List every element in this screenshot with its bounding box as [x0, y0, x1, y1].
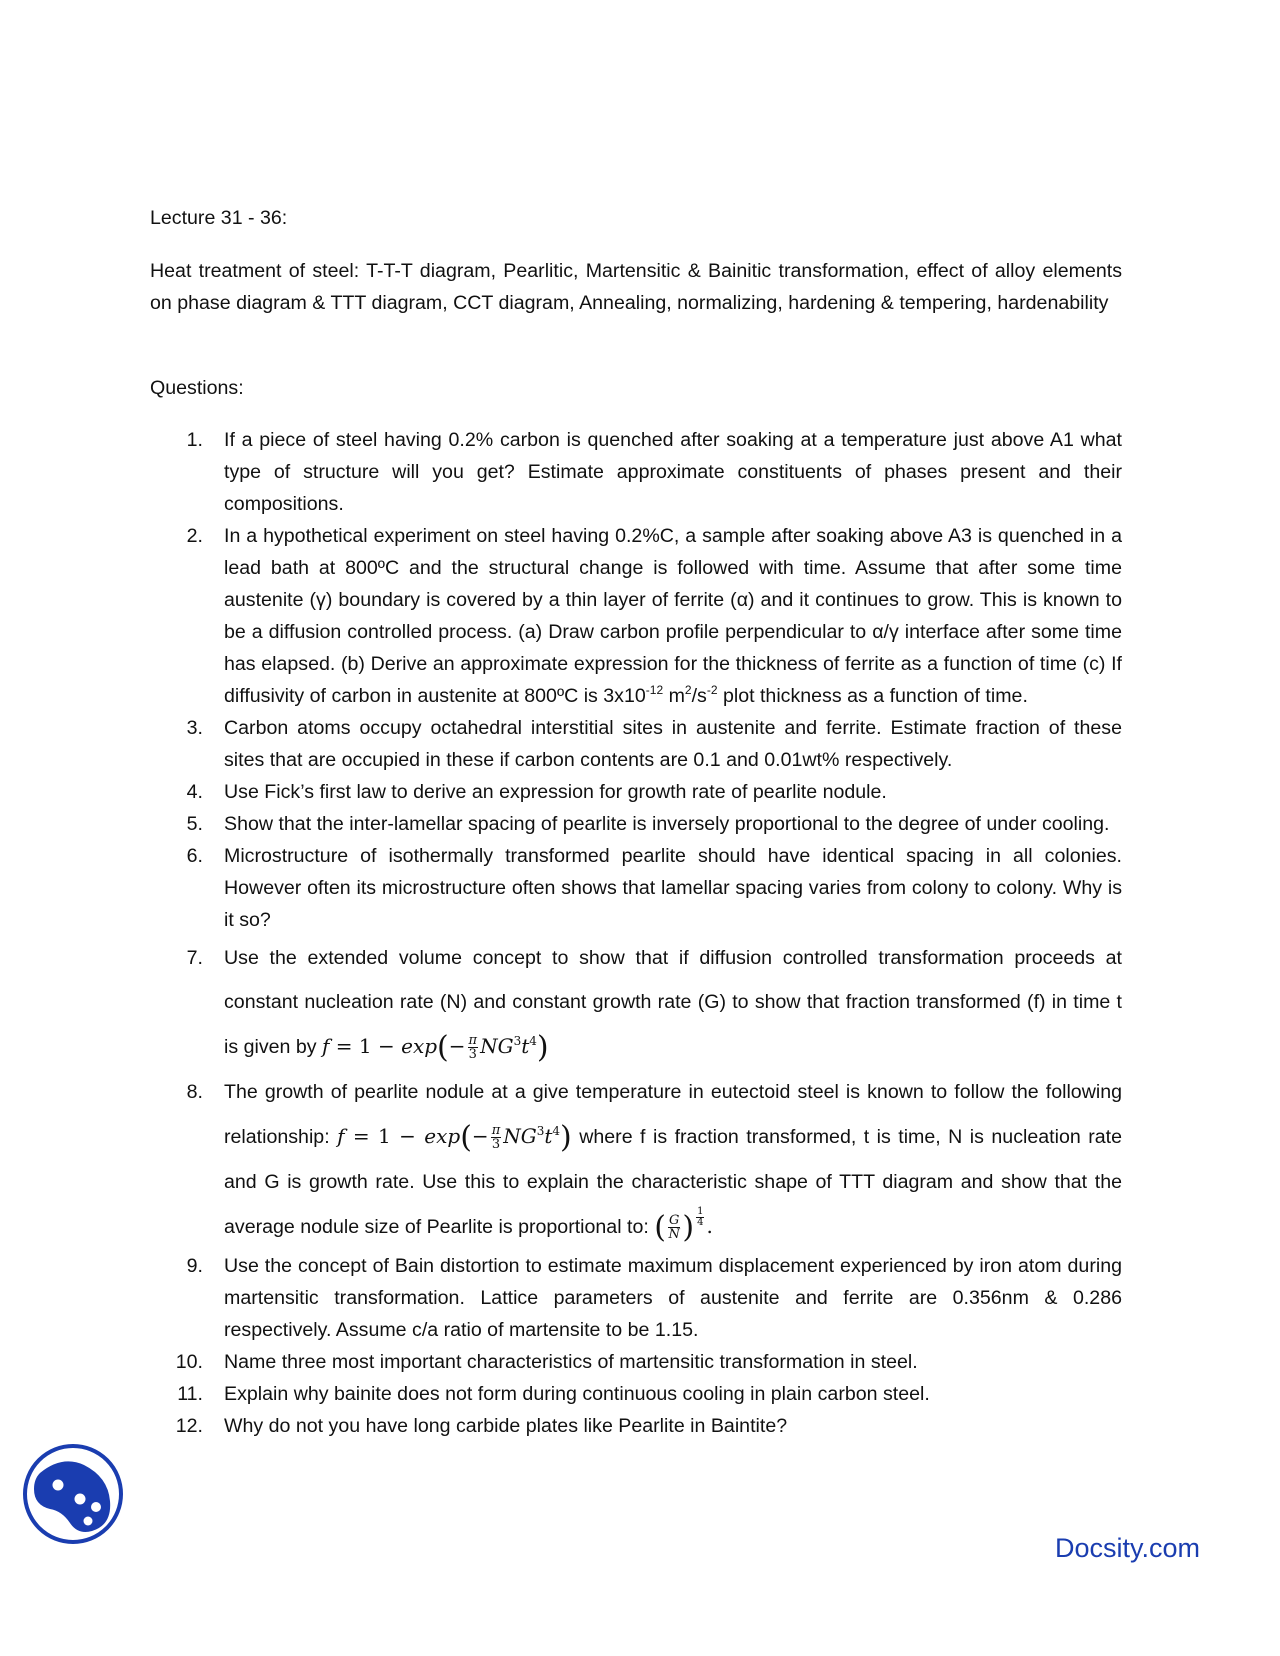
question-text: m — [663, 685, 685, 707]
question-item — [150, 520, 1122, 712]
question-number: 12. — [175, 1415, 203, 1437]
question-text: /s — [691, 685, 707, 707]
question-text: where f is fraction transformed, t is time, N is nucleation rate and G is growth rate. Use this to explain the characteristic shape of TTT diagram and show that the average nodule size of Pearlite is proportional to: — [224, 1126, 1122, 1238]
question-item — [150, 1070, 1122, 1250]
question-text: Use the extended volume concept to show that if diffusion controlled transformation proceeds at constant nucleation rate (N) and constant growth rate (G) to show that fraction transformed (f) in time t is given by — [224, 947, 1122, 1058]
question-number: 1. — [186, 429, 203, 451]
pearlite-growth-equation: f = 1 − exp(− $\frac{\pi}{3}$ $NG^3t^4$) — [337, 1120, 572, 1155]
question-text: The growth of pearlite nodule at a give temperature in eutectoid steel is known to follow the following relationship: — [224, 1081, 1122, 1148]
nodule-size-expression: ( $\frac{G}{N}$ ) $^{\frac{1}{4}}$ . — [654, 1206, 713, 1245]
question-text: Why do not you have long carbide plates like Pearlite in Baintite? — [224, 1415, 788, 1437]
fraction-transformed-equation: f = 1 − exp(− $\frac{\pi}{3}$ $NG^3t^4$) — [322, 1030, 549, 1065]
exponent: -2 — [706, 683, 718, 697]
question-item — [150, 936, 1122, 1070]
question-text: Use the concept of Bain distortion to estimate maximum displacement experienced by iron atom during martensitic transformation. Lattice parameters of austenite and ferrite are 0.356nm & 0.286 respectively. Assume c/a ratio of martensite to be 1.15. — [224, 1255, 1122, 1341]
question-text: Show that the inter-lamellar spacing of pearlite is inversely proportional to the degree of under cooling. — [224, 813, 1110, 835]
docsity-brand-link[interactable]: Docsity.com — [1054, 1533, 1200, 1563]
question-number: 7. — [186, 947, 203, 969]
question-item — [150, 1250, 1122, 1346]
question-text: Name three most important characteristics of martensitic transformation in steel. — [224, 1351, 918, 1373]
question-item — [150, 776, 1122, 808]
question-text: Use Fick’s first law to derive an expression for growth rate of pearlite nodule. — [224, 781, 887, 803]
question-text: If a piece of steel having 0.2% carbon is quenched after soaking at a temperature just above A1 what type of structure will you get? Estimate approximate constituents of phases present and their compositions. — [224, 429, 1122, 515]
lecture-title: Lecture 31 - 36: — [150, 207, 288, 229]
question-item — [150, 712, 1122, 776]
question-text: plot thickness as a function of time. — [717, 685, 1028, 707]
question-item — [150, 1346, 1122, 1378]
question-number: 2. — [186, 525, 203, 547]
questions-list — [150, 424, 1122, 1442]
exponent: 2 — [684, 683, 692, 697]
question-number: 5. — [186, 813, 203, 835]
question-number: 9. — [186, 1255, 203, 1277]
question-item — [150, 840, 1122, 936]
question-number: 8. — [186, 1081, 203, 1103]
question-text: In a hypothetical experiment on steel having 0.2%C, a sample after soaking above A3 is quenched in a lead bath at 800ºC and the structural change is followed with time. Assume that after some time austenite (γ) boundary is covered by a thin layer of ferrite (α) and it continues to grow. This is known to be a diffusion controlled process. (a) Draw carbon profile perpendicular to α/γ interface after some time has elapsed. (b) Derive an approximate expression for the thickness of ferrite as a function of time (c) If diffusivity of carbon in austenite at 800ºC is 3x10 — [224, 525, 1122, 707]
question-item — [150, 808, 1122, 840]
question-text: Explain why bainite does not form during continuous cooling in plain carbon steel. — [224, 1383, 930, 1405]
question-number: 11. — [177, 1383, 203, 1405]
question-text: Carbon atoms occupy octahedral interstitial sites in austenite and ferrite. Estimate fraction of these sites that are occupied in these if carbon contents are 0.1 and 0.01wt% respectively. — [224, 717, 1122, 771]
docsity-logo-icon[interactable] — [22, 1443, 124, 1545]
questions-heading: Questions: — [150, 377, 244, 399]
question-number: 10. — [175, 1351, 203, 1373]
question-item — [150, 1378, 1122, 1410]
question-item — [150, 424, 1122, 520]
intro-paragraph: Heat treatment of steel: T-T-T diagram, Pearlitic, Martensitic & Bainitic transformation, effect of alloy elements on phase diagram & TTT diagram, CCT diagram, Annealing, normalizing, hardening & tempering, hardenability — [150, 260, 1122, 314]
question-number: 4. — [186, 781, 203, 803]
question-number: 3. — [186, 717, 203, 739]
question-item — [150, 1410, 1122, 1442]
exponent: -12 — [645, 683, 664, 697]
question-text: Microstructure of isothermally transformed pearlite should have identical spacing in all colonies. However often its microstructure often shows that lamellar spacing varies from colony to colony. Why is it so? — [224, 845, 1122, 931]
question-number: 6. — [186, 845, 203, 867]
